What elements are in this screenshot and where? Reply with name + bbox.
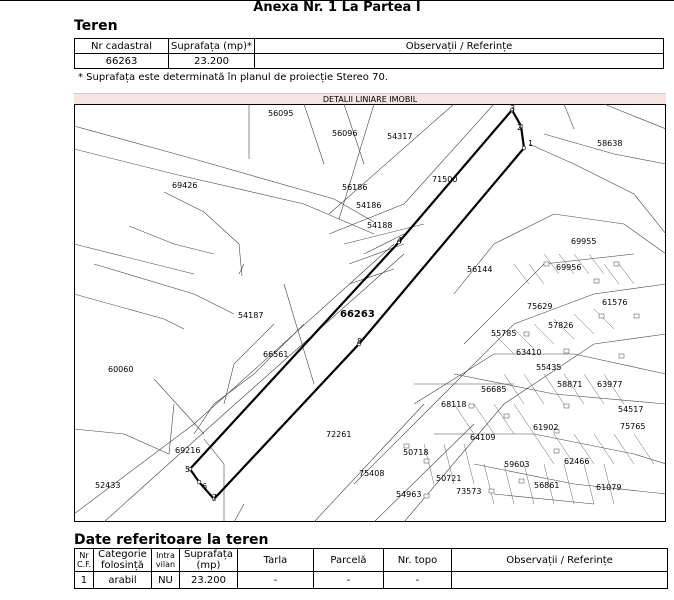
neighbor-label: 61576 — [602, 298, 628, 307]
cell-suprafata: 23.200 — [169, 54, 255, 69]
cell-categorie: arabil — [93, 572, 151, 589]
neighbor-label: 63410 — [516, 348, 542, 357]
neighbor-label: 68118 — [441, 400, 467, 409]
vertex-label: 8 — [357, 337, 363, 346]
document-title: Anexa Nr. 1 La Partea I — [253, 0, 421, 15]
neighbor-label: 54517 — [618, 405, 644, 414]
neighbor-label: 63977 — [597, 380, 623, 389]
neighbor-label: 62466 — [564, 457, 590, 466]
neighbor-label: 75408 — [359, 469, 385, 478]
neighbor-label: 72261 — [326, 430, 352, 439]
neighbor-label: 58871 — [557, 380, 583, 389]
col-observatii: Observații / Referințe — [255, 39, 664, 54]
neighbor-label: 50718 — [403, 448, 429, 457]
col-parcela: Parcelă — [313, 549, 383, 572]
neighbor-label: 54188 — [367, 221, 393, 230]
col-nr-cf: Nr C.F. — [75, 549, 94, 572]
vertex-label: 1 — [528, 139, 534, 148]
neighbor-label: 71500 — [432, 175, 458, 184]
neighbor-label: 56861 — [534, 481, 560, 490]
parcel-label: 66263 — [340, 309, 375, 320]
cell-intravilan: NU — [151, 572, 179, 589]
neighbor-label: 57826 — [548, 321, 574, 330]
col-nr-cadastral: Nr cadastral — [75, 39, 169, 54]
cell-observatii — [255, 54, 664, 69]
neighbor-label: 54317 — [387, 132, 413, 141]
vertex-label: 7 — [212, 493, 218, 502]
cell-nr-topo: - — [383, 572, 451, 589]
date-teren-table — [74, 548, 668, 589]
neighbor-label: 73573 — [456, 487, 482, 496]
vertex-label: 4 — [397, 236, 403, 245]
cell-nr: 1 — [75, 572, 94, 589]
cell-nr-cadastral: 66263 — [75, 54, 169, 69]
col-categorie: Categorie folosință — [93, 549, 151, 572]
neighbor-label: 56186 — [342, 183, 368, 192]
neighbor-label: 64109 — [470, 433, 496, 442]
neighbor-label: 56685 — [481, 385, 507, 394]
cell-parcela: - — [313, 572, 383, 589]
neighbor-label: 59603 — [504, 460, 530, 469]
footnote: * Suprafața este determinată în planul de proiecție Stereo 70. — [78, 72, 389, 83]
cell-suprafata: 23.200 — [179, 572, 237, 589]
date-teren-section-title: Date referitoare la teren — [74, 532, 269, 548]
teren-table — [74, 38, 664, 69]
neighbor-label: 69426 — [172, 181, 198, 190]
col-suprafata: Suprafața (mp) — [179, 549, 237, 572]
neighbor-label: 69216 — [175, 446, 201, 455]
neighbor-label: 55785 — [491, 329, 517, 338]
col-intravilan: Intra vilan — [151, 549, 179, 572]
col-nr-topo: Nr. topo — [383, 549, 451, 572]
vertex-label: 5 — [185, 465, 191, 474]
neighbor-label: 50721 — [436, 474, 462, 483]
neighbor-label: 66561 — [263, 350, 289, 359]
neighbor-label: 54187 — [238, 311, 264, 320]
neighbor-label: 69956 — [556, 263, 582, 272]
neighbor-label: 75629 — [527, 302, 553, 311]
neighbor-label: 61902 — [533, 423, 559, 432]
plan-header: DETALII LINIARE IMOBIL — [74, 93, 666, 104]
neighbor-label: 58638 — [597, 139, 623, 148]
neighbor-label: 60060 — [108, 365, 134, 374]
neighbor-label: 56144 — [467, 265, 493, 274]
vertex-label: 6 — [202, 482, 208, 491]
neighbor-label: 54963 — [396, 490, 422, 499]
neighbor-label: 56095 — [268, 109, 294, 118]
neighbor-label: 55435 — [536, 363, 562, 372]
cell-tarla: - — [237, 572, 313, 589]
col-suprafata: Suprafața (mp)* — [169, 39, 255, 54]
neighbor-label: 61079 — [596, 483, 622, 492]
col-tarla: Tarla — [237, 549, 313, 572]
teren-section-title: Teren — [74, 18, 118, 34]
cell-observatii — [451, 572, 667, 589]
col-observatii: Observații / Referințe — [451, 549, 667, 572]
neighbor-label: 54186 — [356, 201, 382, 210]
cadastral-plan — [74, 104, 666, 522]
vertex-label: 2 — [517, 123, 523, 132]
neighbor-label: 56096 — [332, 129, 358, 138]
neighbor-label: 75765 — [620, 422, 646, 431]
neighbor-label: 52433 — [95, 481, 121, 490]
vertex-label: 3 — [510, 104, 516, 113]
neighbor-label: 69955 — [571, 237, 597, 246]
